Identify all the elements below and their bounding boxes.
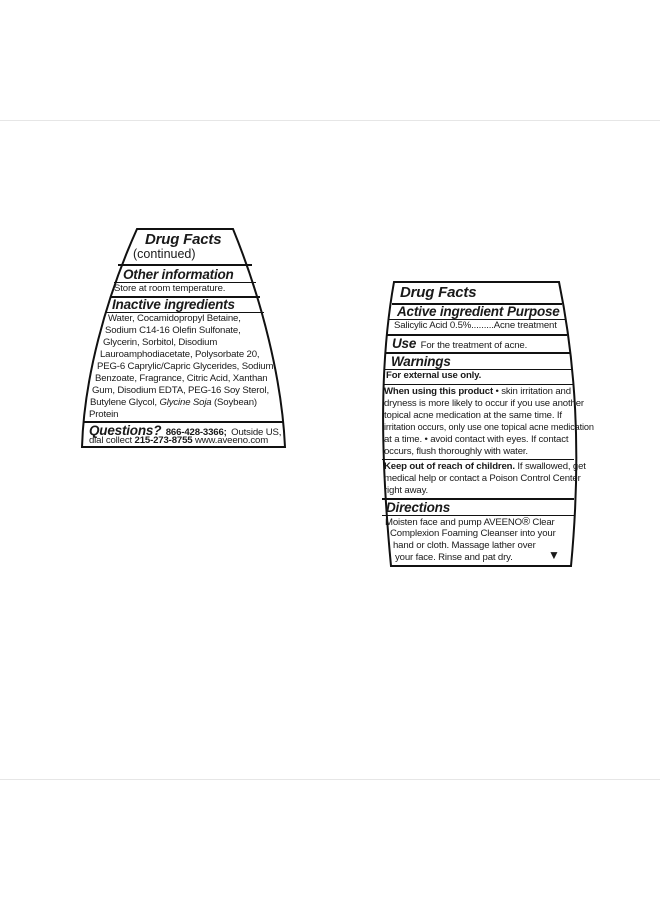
directions-line: Complexion Foaming Cleanser into your xyxy=(390,528,556,539)
directions-text: Clear xyxy=(532,517,555,528)
use-heading: Use xyxy=(392,336,417,351)
directions-heading: Directions xyxy=(386,500,451,515)
inactive-text: (Soybean) xyxy=(214,397,257,408)
divider xyxy=(382,515,574,516)
directions-text: Moisten face and pump AVEENO xyxy=(385,517,522,528)
inactive-line: Glycerin, Sorbitol, Disodium xyxy=(103,337,218,348)
inactive-line: PEG-6 Caprylic/Capric Glycerides, Sodium xyxy=(97,361,274,372)
when-using-text: • skin irritation and xyxy=(495,386,571,397)
active-ingredient-line: Salicylic Acid 0.5%.........Acne treatment xyxy=(394,320,557,331)
other-info-heading: Other information xyxy=(123,267,234,282)
questions-website: www.aveeno.com xyxy=(194,435,269,446)
inactive-line: Sodium C14-16 Olefin Sulfonate, xyxy=(105,325,241,336)
keep-out-label: Keep out of reach of children. xyxy=(384,461,515,472)
inactive-line: Lauroamphodiacetate, Polysorbate 20, xyxy=(100,349,260,360)
when-using-line: at a time. • avoid contact with eyes. If contact xyxy=(384,434,569,445)
inactive-text: Butylene Glycol, xyxy=(90,397,157,408)
inactive-line: Protein xyxy=(89,409,119,420)
divider xyxy=(383,384,573,385)
directions-line: your face. Rinse and pat dry. xyxy=(395,552,513,563)
warnings-heading: Warnings xyxy=(391,354,451,369)
use-text: For the treatment of acne. xyxy=(420,340,528,351)
left-title: Drug Facts xyxy=(145,231,222,248)
divider xyxy=(382,459,574,460)
questions-label: Questions? xyxy=(89,423,162,438)
inactive-line: Water, Cocamidopropyl Betaine, xyxy=(108,313,241,324)
when-using-line: dryness is more likely to occur if you use another xyxy=(384,398,584,409)
purpose-heading: Purpose xyxy=(507,304,560,319)
external-use-text: For external use only. xyxy=(386,370,482,381)
questions-outside: Outside US, xyxy=(231,427,282,438)
keep-out-line: right away. xyxy=(384,485,429,496)
inactive-text-italic: Glycine Soja xyxy=(159,397,212,408)
left-subtitle: (continued) xyxy=(133,247,196,261)
use-line xyxy=(392,336,527,352)
inactive-line: Benzoate, Fragrance, Citric Acid, Xanthan xyxy=(95,373,268,384)
when-using-line: topical acne medication at the same time. If xyxy=(384,410,562,421)
registered-mark: ® xyxy=(521,516,530,528)
right-title: Drug Facts xyxy=(400,284,477,301)
when-using-label: When using this product xyxy=(384,386,494,397)
keep-out-text: If swallowed, get xyxy=(517,461,586,472)
questions-collect-phone: 215-273-8755 xyxy=(134,435,193,446)
when-using-line: occurs, flush thoroughly with water. xyxy=(384,446,528,457)
inactive-heading: Inactive ingredients xyxy=(112,297,235,312)
keep-out-line: medical help or contact a Poison Control Center xyxy=(384,473,581,484)
continue-arrow-icon: ▼ xyxy=(548,548,560,562)
inactive-line: Gum, Disodium EDTA, PEG-16 Soy Sterol, xyxy=(92,385,269,396)
other-info-text: Store at room temperature. xyxy=(114,283,226,294)
active-ingredient-heading: Active ingredient xyxy=(397,304,504,319)
directions-line: hand or cloth. Massage lather over xyxy=(393,540,536,551)
directions-line xyxy=(385,517,555,528)
questions-phone: 866-428-3366; xyxy=(165,427,227,438)
when-using-line xyxy=(384,387,571,397)
keep-out-line xyxy=(384,462,586,472)
when-using-line: irritation occurs, only use one topical acne medication xyxy=(384,422,594,432)
questions-dial: dial collect xyxy=(89,435,132,446)
